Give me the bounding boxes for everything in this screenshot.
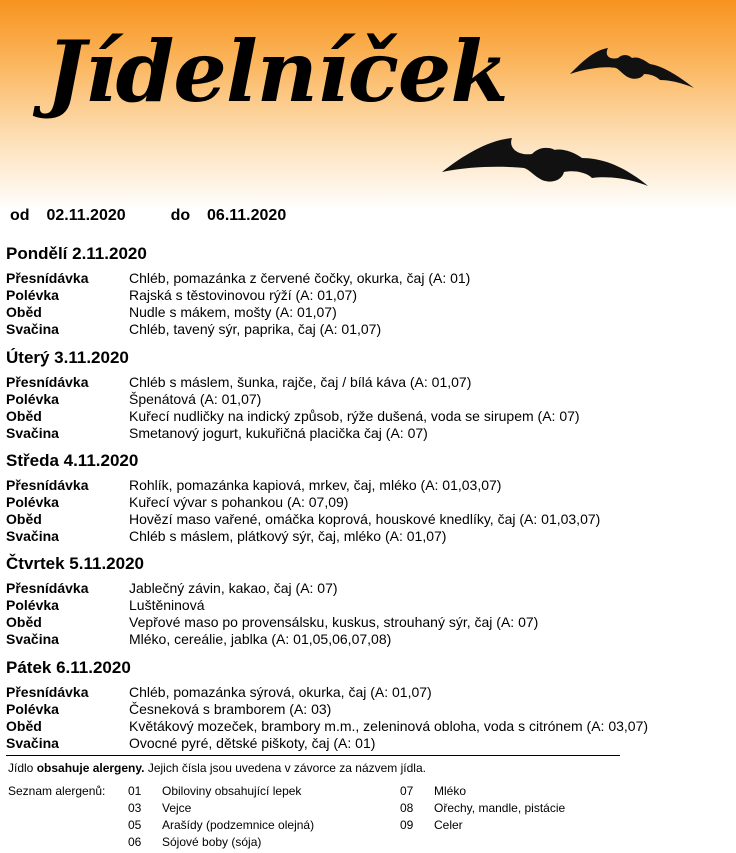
bat-icon (442, 126, 650, 196)
meal-row (6, 580, 730, 597)
allergen-number: 08 (400, 801, 414, 815)
meal-row (6, 614, 730, 631)
meal-label: Oběd (6, 511, 42, 527)
meal-row (6, 701, 730, 718)
meal-label: Svačina (6, 425, 59, 441)
meal-value: Květákový mozeček, brambory m.m., zeleninová obloha, voda s citrónem (A: 03,07) (129, 718, 649, 734)
allergen-item (128, 834, 314, 851)
meal-row (6, 374, 730, 391)
meal-label: Polévka (6, 494, 59, 510)
day-section (6, 658, 730, 752)
meal-row (6, 408, 730, 425)
meal-label: Svačina (6, 735, 59, 751)
meal-row (6, 494, 730, 511)
meal-value: Chléb, pomazánka z červené čočky, okurka, čaj (A: 01) (129, 270, 471, 286)
allergen-number: 03 (128, 801, 142, 815)
allergen-number: 07 (400, 784, 414, 798)
meal-label: Přesnídávka (6, 270, 89, 286)
meal-value: Kuřecí nudličky na indický způsob, rýže dušená, voda se sirupem (A: 07) (129, 408, 580, 424)
allergen-name: Arašídy (podzemnice olejná) (162, 818, 315, 832)
date-range (10, 207, 286, 225)
allergen-number: 09 (400, 818, 414, 832)
meal-row (6, 477, 730, 494)
meal-value: Mléko, cereálie, jablka (A: 01,05,06,07,08) (129, 631, 392, 647)
meal-value: Špenátová (A: 01,07) (129, 391, 262, 407)
meal-value: Chléb s máslem, šunka, rajče, čaj / bílá káva (A: 01,07) (129, 374, 472, 390)
note-prefix: Jídlo (8, 761, 37, 775)
page-title: Jídelníček (46, 22, 508, 121)
meal-value: Česneková s bramborem (A: 03) (129, 701, 332, 717)
allergen-name: Ořechy, mandle, pistácie (434, 801, 566, 815)
day-heading: Čtvrtek 5.11.2020 (6, 554, 144, 573)
divider (6, 755, 620, 756)
allergen-name: Vejce (162, 801, 192, 815)
meal-row (6, 735, 730, 752)
allergen-heading: Seznam alergenů: (8, 784, 106, 798)
bat-icon (570, 40, 696, 96)
allergen-number: 06 (128, 835, 142, 849)
allergen-number: 01 (128, 784, 142, 798)
meal-label: Svačina (6, 528, 59, 544)
meal-row (6, 528, 730, 545)
meal-row (6, 684, 730, 701)
allergen-item (400, 817, 565, 834)
range-from-date: 02.11.2020 (46, 207, 126, 224)
meal-row (6, 391, 730, 408)
meal-value: Chléb, pomazánka sýrová, okurka, čaj (A: 01,07) (129, 684, 432, 700)
day-heading: Pátek 6.11.2020 (6, 658, 131, 677)
meal-label: Polévka (6, 391, 59, 407)
meal-row (6, 597, 730, 614)
meal-value: Luštěninová (129, 597, 205, 613)
meal-value: Rohlík, pomazánka kapiová, mrkev, čaj, mléko (A: 01,03,07) (129, 477, 502, 493)
range-to-date: 06.11.2020 (207, 207, 287, 224)
meal-label: Přesnídávka (6, 374, 89, 390)
meal-value: Smetanový jogurt, kukuřičná placička čaj (A: 07) (129, 425, 428, 441)
allergen-name: Celer (434, 818, 463, 832)
meal-label: Oběd (6, 408, 42, 424)
allergen-item (128, 817, 314, 834)
day-heading: Středa 4.11.2020 (6, 451, 139, 470)
meal-label: Oběd (6, 304, 42, 320)
allergen-name: Obiloviny obsahující lepek (162, 784, 302, 798)
meal-row (6, 511, 730, 528)
meal-label: Svačina (6, 631, 59, 647)
meal-row (6, 287, 730, 304)
note-suffix: Jejich čísla jsou uvedena v závorce za názvem jídla. (144, 761, 426, 775)
meal-label: Polévka (6, 287, 59, 303)
allergen-name: Mléko (434, 784, 467, 798)
range-to-label: do (170, 207, 191, 224)
meal-row (6, 321, 730, 338)
day-section (6, 451, 730, 545)
meal-value: Chléb, tavený sýr, paprika, čaj (A: 01,07) (129, 321, 382, 337)
allergen-name: Sójové boby (sója) (162, 835, 262, 849)
day-heading: Pondělí 2.11.2020 (6, 244, 147, 263)
meal-row (6, 631, 730, 648)
allergen-item (400, 783, 565, 800)
meal-value: Rajská s těstovinovou rýží (A: 01,07) (129, 287, 357, 303)
allergen-item (128, 800, 314, 817)
day-section (6, 348, 730, 442)
allergen-note (8, 761, 426, 775)
meal-value: Kuřecí vývar s pohankou (A: 07,09) (129, 494, 349, 510)
meal-value: Nudle s mákem, mošty (A: 01,07) (129, 304, 337, 320)
meal-row (6, 270, 730, 287)
meal-value: Vepřové maso po provensálsku, kuskus, strouhaný sýr, čaj (A: 07) (129, 614, 539, 630)
meal-value: Jablečný závin, kakao, čaj (A: 07) (129, 580, 338, 596)
meal-label: Přesnídávka (6, 580, 89, 596)
meal-label: Polévka (6, 701, 59, 717)
meal-label: Oběd (6, 614, 42, 630)
meal-value: Chléb s máslem, plátkový sýr, čaj, mléko (A: 01,07) (129, 528, 447, 544)
meal-label: Polévka (6, 597, 59, 613)
meal-label: Přesnídávka (6, 477, 89, 493)
allergen-number: 05 (128, 818, 142, 832)
allergen-item (128, 783, 314, 800)
meal-row (6, 425, 730, 442)
meal-label: Oběd (6, 718, 42, 734)
day-section (6, 554, 730, 648)
note-bold: obsahuje alergeny. (36, 761, 145, 775)
day-section (6, 244, 730, 338)
meal-row (6, 718, 730, 735)
allergen-item (400, 800, 565, 817)
range-from-label: od (10, 207, 30, 224)
meal-value: Ovocné pyré, dětské piškoty, čaj (A: 01) (129, 735, 376, 751)
meal-row (6, 304, 730, 321)
meal-label: Přesnídávka (6, 684, 89, 700)
day-heading: Úterý 3.11.2020 (6, 348, 129, 367)
meal-label: Svačina (6, 321, 59, 337)
meal-value: Hovězí maso vařené, omáčka koprová, houskové knedlíky, čaj (A: 01,03,07) (129, 511, 601, 527)
